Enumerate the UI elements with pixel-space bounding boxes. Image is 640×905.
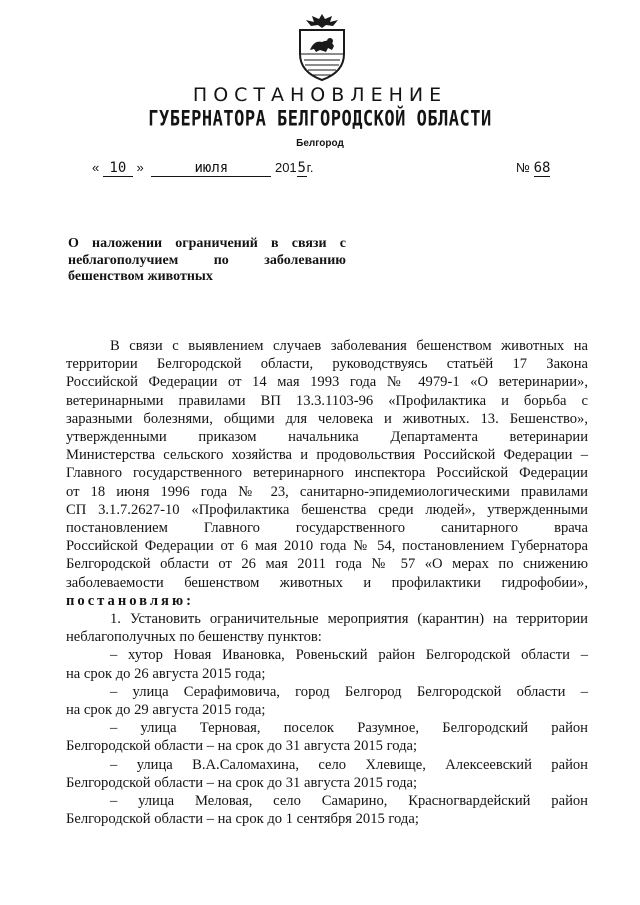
body-line: Российской Федерации от 6 мая 2010 года № 54, постановлением Губернатора bbox=[66, 538, 588, 555]
governor-title: ГУБЕРНАТОРА БЕЛГОРОДСКОЙ ОБЛАСТИ bbox=[148, 106, 492, 132]
body-line: заболеваемости бешенством животных и профилактики гидрофобии», bbox=[66, 574, 588, 591]
subject-line: О наложении ограничений в связи с bbox=[68, 236, 346, 251]
belgorod-coat-of-arms-icon bbox=[292, 10, 352, 82]
body-line: Белгородской области от 26 мая 2011 года № 57 «О мерах по снижению bbox=[66, 556, 588, 573]
subject-line: неблагополучием по заболеванию bbox=[68, 252, 346, 268]
decree-body bbox=[66, 337, 588, 828]
point-line: – улица Серафимовича, город Белгород Белгородской области – bbox=[110, 683, 588, 700]
body-line: территории Белгородской области, руководствуясь статьёй 17 Закона bbox=[66, 356, 588, 373]
body-line: СП 3.1.7.2627-10 «Профилактика бешенства среди людей», утвержденными bbox=[66, 501, 588, 518]
date-year-prefix: 201 bbox=[274, 160, 297, 175]
body-line: Главного государственного ветеринарного инспектора Российской Федерации bbox=[66, 465, 588, 482]
body-line: постановлением Главного государственного санитарного врача bbox=[66, 520, 588, 537]
date-year-end: г. bbox=[306, 160, 314, 175]
body-line: В связи с выявлением случаев заболевания бешенством животных на bbox=[110, 338, 588, 354]
item-line: 1. Установить ограничительные мероприятия (карантин) на территории bbox=[110, 611, 588, 628]
body-line: от 18 июня 1996 года № 23, санитарно-эпидемиологическими правилами bbox=[66, 483, 588, 500]
point-line: Белгородской области – на срок до 31 августа 2015 года; bbox=[66, 774, 418, 791]
decree-subject bbox=[68, 236, 346, 286]
body-line: Министерства сельского хозяйства и продовольствия Российской Федерации – bbox=[66, 447, 588, 464]
point-line: – хутор Новая Ивановка, Ровеньский район Белгородской области – bbox=[110, 647, 588, 664]
number-prefix: № bbox=[516, 160, 530, 175]
point-line: на срок до 29 августа 2015 года; bbox=[66, 702, 266, 719]
point-line: – улица Терновая, поселок Разумное, Белгородский район bbox=[110, 720, 588, 737]
body-line: Российской Федерации от 14 мая 1993 года № 4979-1 «О ветеринарии», bbox=[66, 374, 588, 391]
point-line: – улица В.А.Саломахина, село Хлевище, Алексеевский район bbox=[110, 756, 588, 773]
body-line: ветеринарными правилами ВП 13.3.1103-96 «Профилактика и борьба с bbox=[66, 392, 588, 409]
date-year-suffix: 5 bbox=[297, 160, 306, 176]
subject-line: бешенством животных bbox=[68, 269, 213, 284]
body-line: утвержденными приказом начальника Департамента ветеринарии bbox=[66, 429, 588, 446]
point-line: Белгородской области – на срок до 31 августа 2015 года; bbox=[66, 738, 418, 755]
decree-title: ПОСТАНОВЛЕНИЕ bbox=[192, 84, 448, 106]
item-line: неблагополучных по бешенству пунктов: bbox=[66, 629, 322, 646]
city-name: Белгород bbox=[296, 138, 344, 149]
number-value: 68 bbox=[533, 160, 551, 176]
decree-date bbox=[92, 160, 313, 177]
date-month: июля bbox=[151, 160, 271, 177]
point-line: на срок до 26 августа 2015 года; bbox=[66, 665, 266, 682]
body-line: заразными болезнями, общими для человека и животных. 13. Бешенство», bbox=[66, 410, 588, 427]
date-day: 10 bbox=[103, 160, 133, 177]
resolve-word: постановляю: bbox=[66, 592, 194, 609]
date-open-quote: « bbox=[92, 160, 100, 175]
point-line: Белгородской области – на срок до 1 сентября 2015 года; bbox=[66, 811, 419, 828]
decree-number bbox=[516, 160, 550, 176]
point-line: – улица Меловая, село Самарино, Красногвардейский район bbox=[110, 793, 588, 810]
date-close-quote: » bbox=[136, 160, 144, 175]
